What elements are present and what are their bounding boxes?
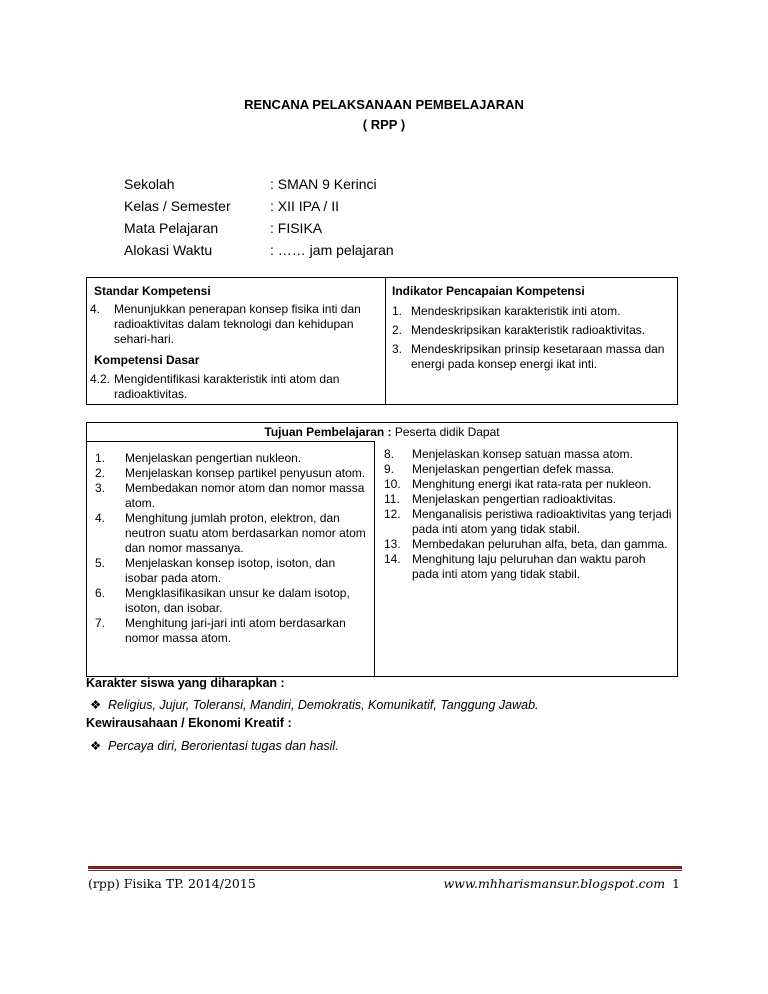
sk-text: [90, 302, 372, 347]
list-item: 5. Menjelaskan konsep isotop, isoton, dan isobar pada atom.: [95, 556, 336, 585]
list-item: 9. Menjelaskan pengertian defek massa.: [384, 462, 615, 476]
identity-label: Kelas / Semester: [124, 198, 231, 214]
list-item: 12. Menganalisis peristiwa radioaktivitas yang terjadi pada inti atom yang tidak stabil.: [384, 507, 672, 536]
character-item: ❖ Religius, Jujur, Toleransi, Mandiri, Demokratis, Komunikatif, Tanggung Jawab.: [90, 698, 539, 712]
sk-heading: Standar Kompetensi: [94, 284, 211, 298]
list-item: 1. Mendeskripsikan karakteristik inti atom.: [392, 304, 621, 318]
objectives-table: [86, 422, 678, 677]
footer-rule-thin: [88, 870, 682, 871]
identity-value: : XII IPA / II: [270, 198, 339, 214]
entrepreneurship-item: ❖ Percaya diri, Berorientasi tugas dan hasil.: [90, 739, 339, 753]
identity-label: Alokasi Waktu: [124, 242, 213, 258]
identity-school: [124, 176, 377, 192]
sk-body: Menunjukkan penerapan konsep fisika inti dan radioaktivitas dalam teknologi dan kehidupan sehari-hari.: [114, 302, 361, 346]
diamond-bullet-icon: ❖: [90, 698, 102, 712]
identity-value: : …… jam pelajaran: [270, 242, 394, 258]
competency-table: [86, 277, 678, 405]
list-item: 1. Menjelaskan pengertian nukleon.: [95, 451, 302, 465]
list-item: 3. Mendeskripsikan prinsip kesetaraan massa dan energi pada konsep energi ikat inti.: [392, 342, 665, 371]
objectives-right-list: [384, 447, 674, 582]
identity-subject: [124, 220, 322, 236]
list-item: 3. Membedakan nomor atom dan nomor massa atom.: [95, 481, 365, 510]
identity-value: : FISIKA: [270, 220, 323, 236]
column-divider: [385, 278, 386, 404]
kd-heading: Kompetensi Dasar: [94, 353, 200, 367]
list-item: 6. Mengklasifikasikan unsur ke dalam isotop, isoton, dan isobar.: [95, 586, 350, 615]
list-item: 7. Menghitung jari-jari inti atom berdasarkan nomor massa atom.: [95, 616, 346, 645]
character-heading: Karakter siswa yang diharapkan :: [86, 676, 285, 690]
column-divider: [374, 441, 375, 676]
list-item: 14. Menghitung laju peluruhan dan waktu paroh pada inti atom yang tidak stabil.: [384, 552, 646, 581]
objectives-left-list: [95, 451, 369, 646]
list-item: 10. Menghitung energi ikat rata-rata per nukleon.: [384, 477, 652, 491]
page-number: 1: [672, 876, 680, 891]
identity-label: Sekolah: [124, 176, 175, 192]
identity-label: Mata Pelajaran: [124, 220, 219, 236]
identity-class: [124, 198, 339, 214]
entrepreneurship-heading: Kewirausahaan / Ekonomi Kreatif :: [86, 716, 292, 730]
kd-text: [90, 372, 372, 402]
kd-number: 4.2.: [90, 372, 111, 386]
list-item: 2. Menjelaskan konsep partikel penyusun atom.: [95, 466, 366, 480]
ipk-heading: Indikator Pencapaian Kompetensi: [392, 284, 585, 298]
list-item: 11. Menjelaskan pengertian radioaktivitas.: [384, 492, 617, 506]
list-item: 8. Menjelaskan konsep satuan massa atom.: [384, 447, 633, 461]
footer-left: (rpp) Fisika TP. 2014/2015: [88, 876, 256, 891]
identity-value: : SMAN 9 Kerinci: [270, 176, 377, 192]
objectives-heading: Tujuan Pembelajaran : Peserta didik Dapat: [264, 425, 500, 439]
footer-right: [443, 876, 680, 891]
document-title: RENCANA PELAKSANAAN PEMBELAJARAN: [244, 97, 524, 112]
footer-url[interactable]: www.mhharismansur.blogspot.com: [443, 876, 666, 891]
diamond-bullet-icon: ❖: [90, 739, 102, 753]
list-item: 13. Membedakan peluruhan alfa, beta, dan gamma.: [384, 537, 668, 551]
indicator-list: [392, 304, 672, 372]
list-item: 4. Menghitung jumlah proton, elektron, dan neutron suatu atom berdasarkan nomor atom dan nomor massanya.: [95, 511, 366, 555]
document-subtitle: ( RPP ): [362, 117, 406, 132]
list-item: 2. Mendeskripsikan karakteristik radioaktivitas.: [392, 323, 646, 337]
footer-rule: [88, 866, 682, 869]
kd-body: Mengidentifikasi karakteristik inti atom dan radioaktivitas.: [114, 372, 340, 401]
heading-divider: [87, 441, 375, 442]
identity-time: [124, 242, 394, 258]
sk-number: 4.: [90, 302, 101, 316]
